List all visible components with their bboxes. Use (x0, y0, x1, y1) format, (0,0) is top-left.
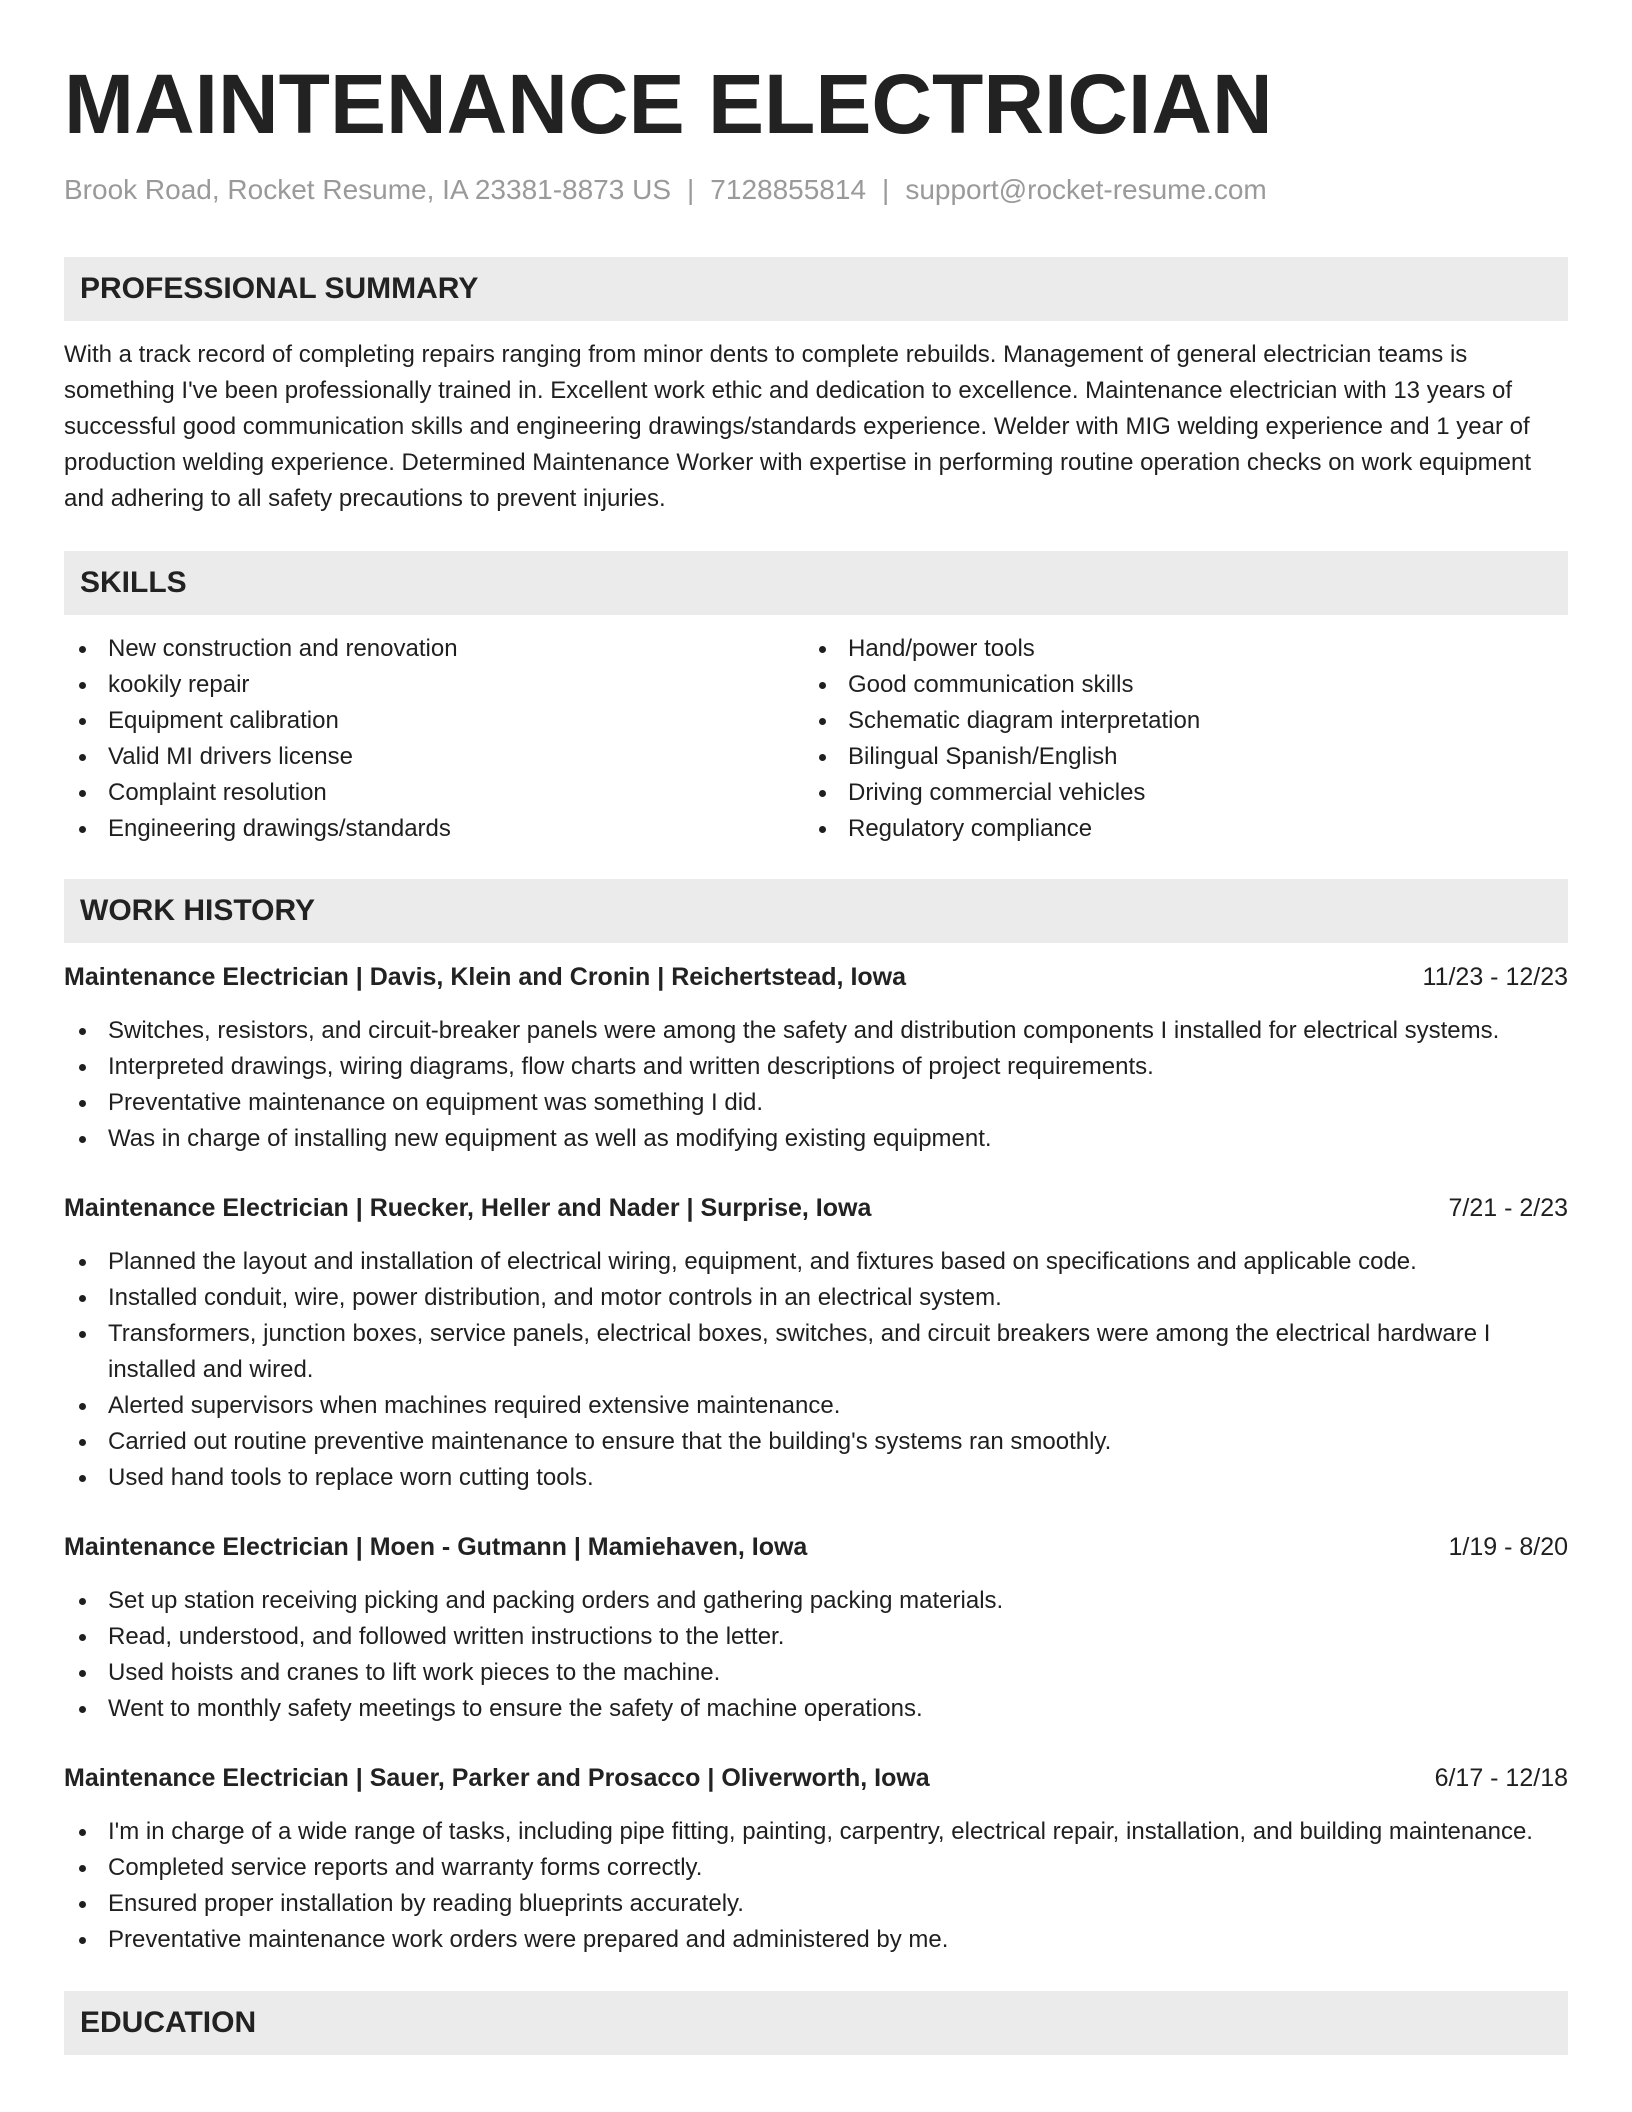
skill-item: kookily repair (64, 667, 804, 703)
skill-item: Bilingual Spanish/English (804, 739, 1544, 775)
skill-item: Regulatory compliance (804, 811, 1544, 847)
skill-item: Hand/power tools (804, 631, 1544, 667)
job-entry (64, 1529, 1568, 1727)
duty-item: Transformers, junction boxes, service panels, electrical boxes, switches, and circuit breakers were among the electrical hardware I installed and wired. (64, 1316, 1568, 1388)
contact-separator: | (687, 174, 695, 205)
job-entry (64, 959, 1568, 1157)
skill-item: Engineering drawings/standards (64, 811, 804, 847)
skills-column-left (64, 631, 804, 847)
skill-item: Valid MI drivers license (64, 739, 804, 775)
job-title: Maintenance Electrician | Ruecker, Heller and Nader | Surprise, Iowa (64, 1194, 872, 1222)
duty-item: Completed service reports and warranty forms correctly. (64, 1850, 1568, 1886)
job-duties (64, 1583, 1568, 1727)
job-title: Maintenance Electrician | Moen - Gutmann | Mamiehaven, Iowa (64, 1533, 808, 1561)
duty-item: Switches, resistors, and circuit-breaker panels were among the safety and distribution components I installed for electrical systems. (64, 1013, 1568, 1049)
duty-item: Alerted supervisors when machines required extensive maintenance. (64, 1388, 1568, 1424)
section-header-education: EDUCATION (64, 1991, 1568, 2055)
skill-item: Driving commercial vehicles (804, 775, 1544, 811)
job-header (64, 1760, 1568, 1796)
duty-item: I'm in charge of a wide range of tasks, including pipe fitting, painting, carpentry, electrical repair, installation, and building maintenance. (64, 1814, 1568, 1850)
job-header (64, 1190, 1568, 1226)
job-duties (64, 1814, 1568, 1958)
job-title: Maintenance Electrician | Sauer, Parker and Prosacco | Oliverworth, Iowa (64, 1764, 930, 1792)
summary-text: With a track record of completing repairs ranging from minor dents to complete rebuilds. Management of general electrician teams is something I've been professionally trained in. Excellent work ethic and dedication to excellence. Maintenance electrician with 13 years of successful good communication skills and engineering drawings/standards experience. Welder with MIG welding experience and 1 year of production welding experience. Determined Maintenance Worker with expertise in performing routine operation checks on work equipment and adhering to all safety precautions to prevent injuries. (64, 341, 1531, 512)
job-entry (64, 1190, 1568, 1496)
skill-item: Equipment calibration (64, 703, 804, 739)
job-duties (64, 1013, 1568, 1157)
duty-item: Interpreted drawings, wiring diagrams, flow charts and written descriptions of project requirements. (64, 1049, 1568, 1085)
duty-item: Installed conduit, wire, power distribution, and motor controls in an electrical system. (64, 1280, 1568, 1316)
job-title: Maintenance Electrician | Davis, Klein and Cronin | Reichertstead, Iowa (64, 963, 907, 991)
job-dates: 11/23 - 12/23 (1422, 963, 1568, 991)
contact-email[interactable]: support@rocket-resume.com (905, 174, 1267, 205)
skill-item: New construction and renovation (64, 631, 804, 667)
section-header-work-history: WORK HISTORY (64, 879, 1568, 943)
contact-address: Brook Road, Rocket Resume, IA 23381-8873 US (64, 174, 672, 205)
duty-item: Went to monthly safety meetings to ensure the safety of machine operations. (64, 1691, 1568, 1727)
duty-item: Planned the layout and installation of electrical wiring, equipment, and fixtures based on specifications and applicable code. (64, 1244, 1568, 1280)
job-dates: 7/21 - 2/23 (1448, 1194, 1568, 1222)
skill-item: Schematic diagram interpretation (804, 703, 1544, 739)
duty-item: Preventative maintenance on equipment was something I did. (64, 1085, 1568, 1121)
contact-separator: | (882, 174, 890, 205)
job-entry (64, 1760, 1568, 1958)
duty-item: Read, understood, and followed written instructions to the letter. (64, 1619, 1568, 1655)
contact-phone: 7128855814 (710, 174, 867, 205)
section-header-summary: PROFESSIONAL SUMMARY (64, 257, 1568, 321)
job-duties (64, 1244, 1568, 1496)
section-header-skills: SKILLS (64, 551, 1568, 615)
skills-list (64, 631, 1568, 847)
job-dates: 1/19 - 8/20 (1448, 1533, 1568, 1561)
duty-item: Used hand tools to replace worn cutting tools. (64, 1460, 1568, 1496)
job-header (64, 959, 1568, 995)
duty-item: Set up station receiving picking and packing orders and gathering packing materials. (64, 1583, 1568, 1619)
job-dates: 6/17 - 12/18 (1434, 1764, 1568, 1792)
candidate-name: MAINTENANCE ELECTRICIAN (64, 57, 1273, 151)
skill-item: Good communication skills (804, 667, 1544, 703)
duty-item: Ensured proper installation by reading blueprints accurately. (64, 1886, 1568, 1922)
duty-item: Used hoists and cranes to lift work pieces to the machine. (64, 1655, 1568, 1691)
skills-column-right (804, 631, 1544, 847)
duty-item: Carried out routine preventive maintenance to ensure that the building's systems ran smoothly. (64, 1424, 1568, 1460)
duty-item: Preventative maintenance work orders were prepared and administered by me. (64, 1922, 1568, 1958)
contact-line (64, 172, 1568, 208)
duty-item: Was in charge of installing new equipment as well as modifying existing equipment. (64, 1121, 1568, 1157)
job-header (64, 1529, 1568, 1565)
skill-item: Complaint resolution (64, 775, 804, 811)
